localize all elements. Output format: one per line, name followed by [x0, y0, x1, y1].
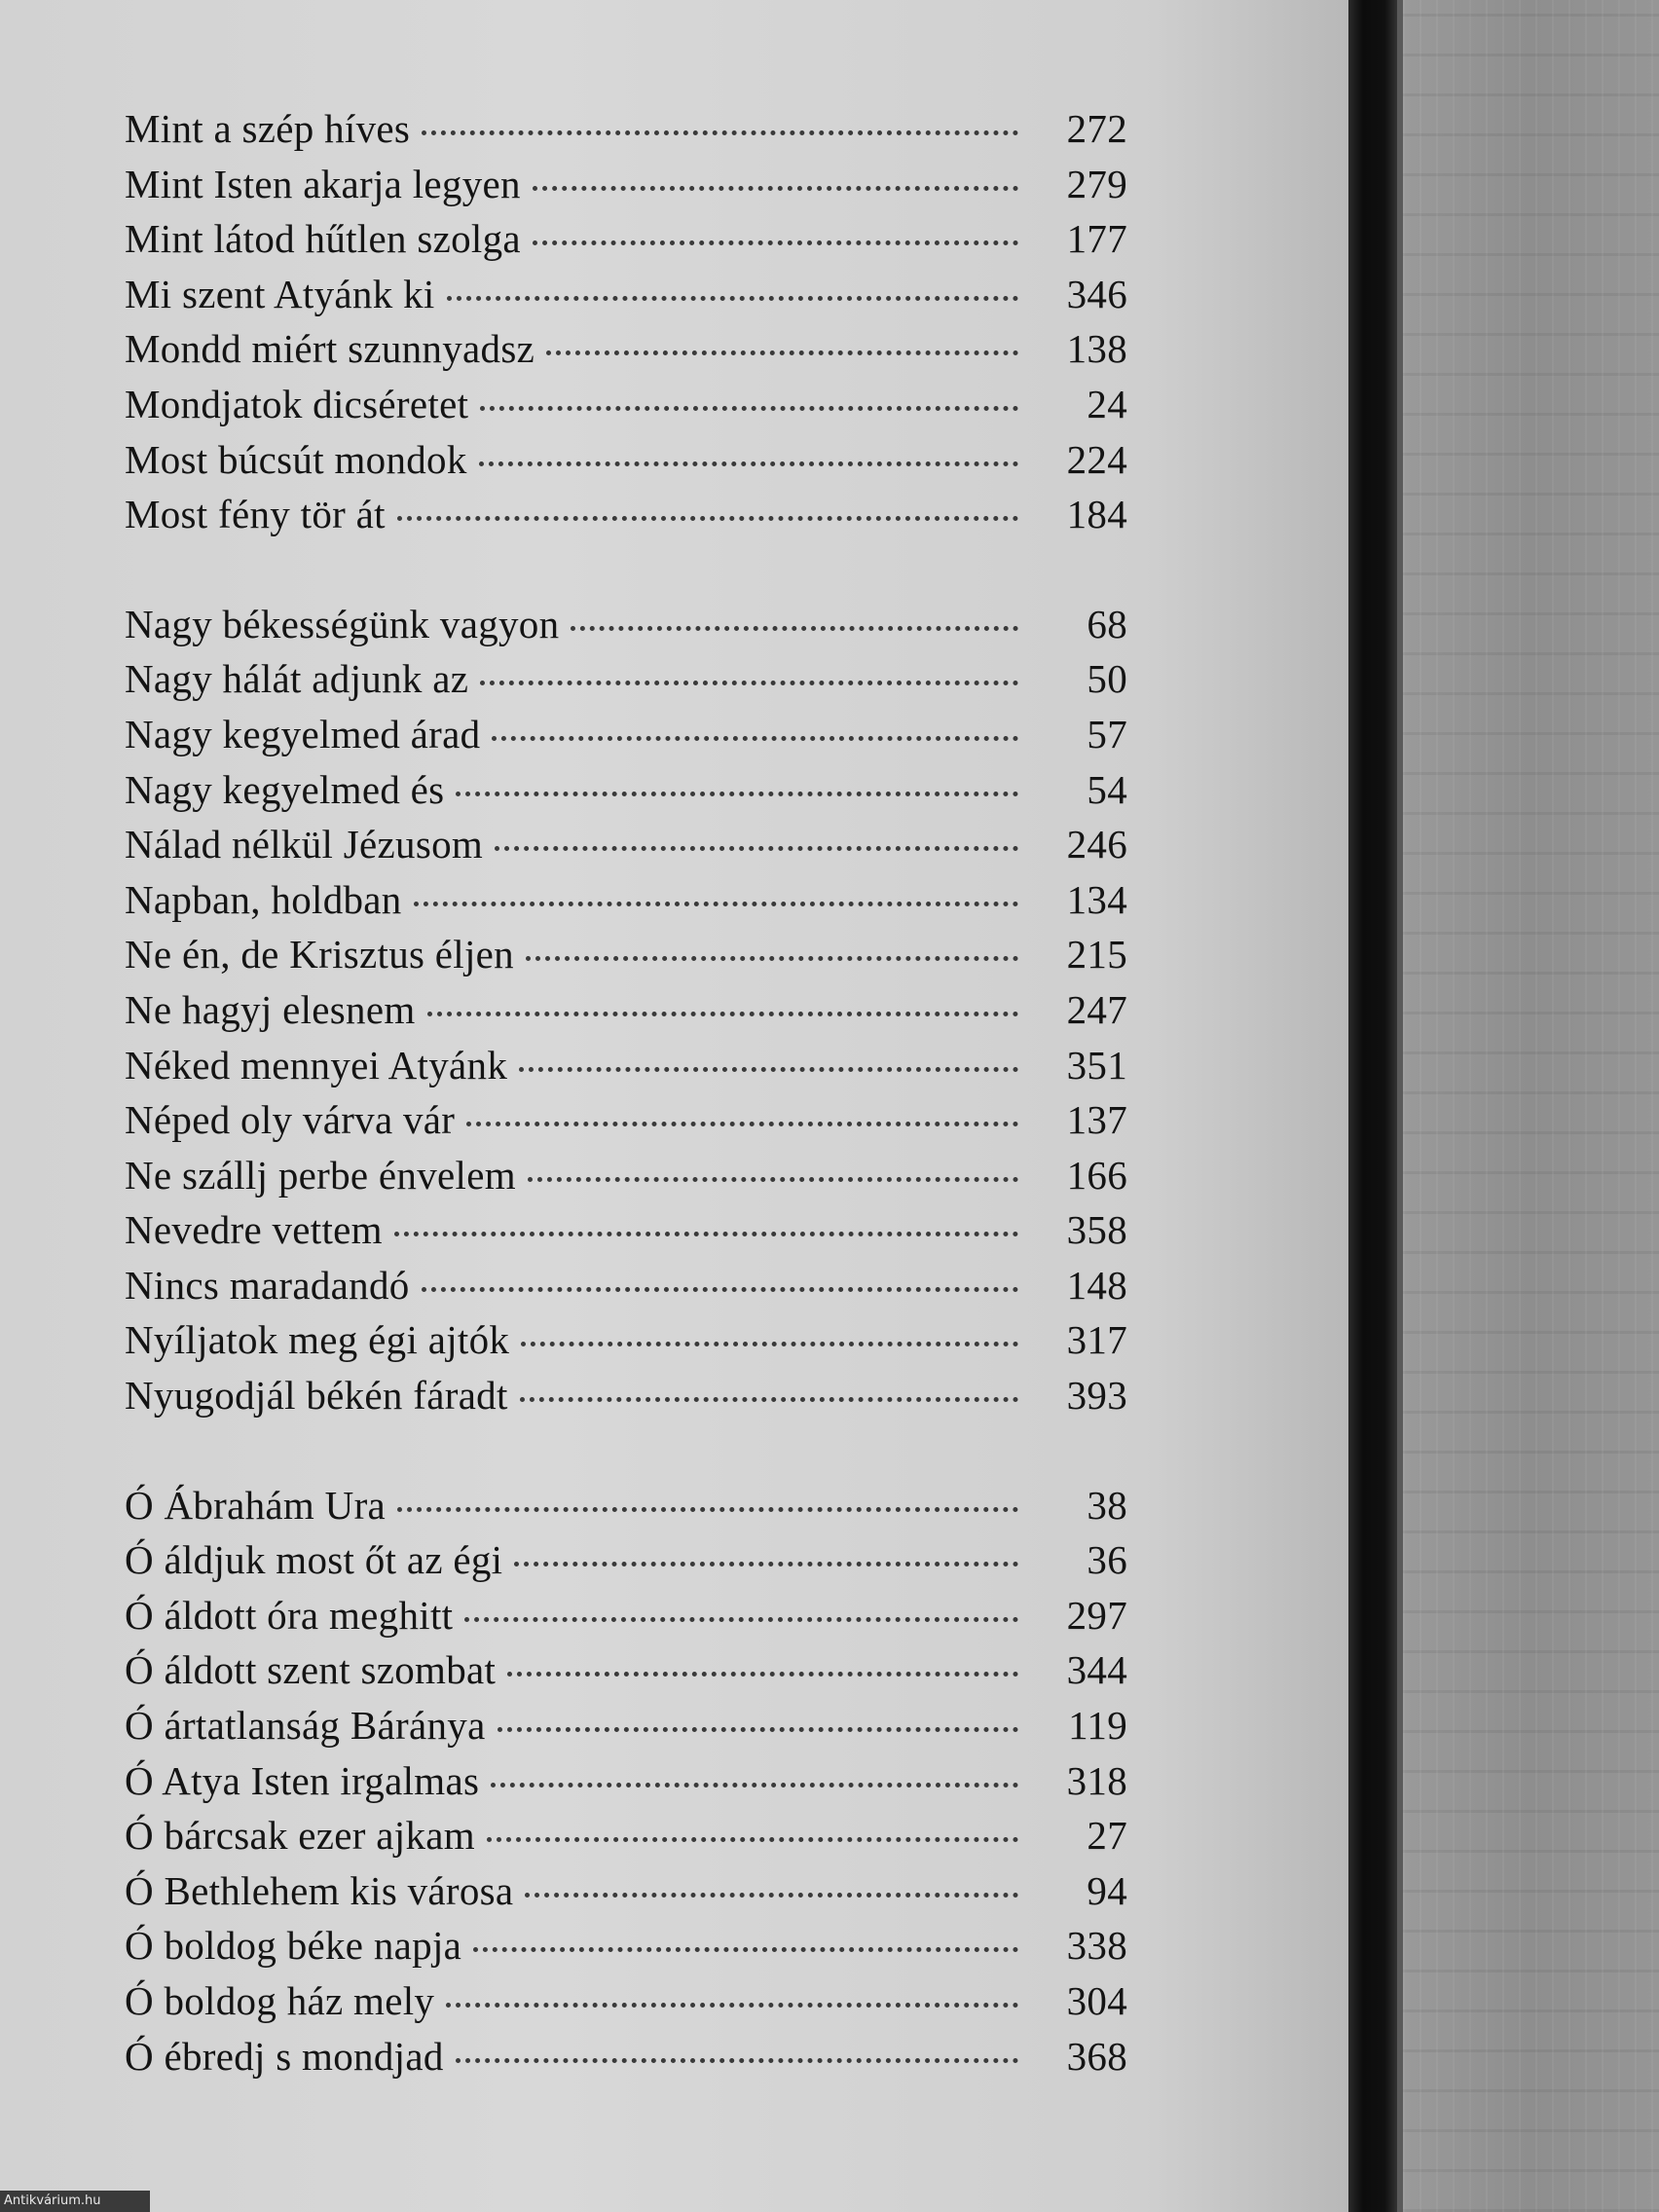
entry-title: Nevedre vettem — [125, 1207, 383, 1253]
toc-entry — [125, 1482, 1127, 1537]
toc-entry — [125, 1042, 1127, 1097]
entry-page-number: 24 — [1087, 381, 1127, 426]
dot-leader — [514, 1562, 1018, 1567]
entry-page-number: 148 — [1066, 1262, 1127, 1308]
entry-page-number: 68 — [1087, 601, 1127, 646]
entry-page-number: 50 — [1087, 656, 1127, 702]
toc-entry — [125, 436, 1127, 492]
entry-title: Napban, holdban — [125, 876, 402, 922]
entry-page-number: 54 — [1087, 766, 1127, 812]
entry-title: Ó Ábrahám Ura — [125, 1482, 387, 1528]
entry-title: Nagy kegyelmed és — [125, 766, 445, 812]
entry-title: Most búcsút mondok — [125, 436, 467, 482]
dot-leader — [464, 1617, 1018, 1622]
toc-entry — [125, 1702, 1127, 1757]
toc-entry — [125, 1812, 1127, 1867]
entry-title: Nagy kegyelmed árad — [125, 711, 481, 756]
entry-page-number: 134 — [1066, 876, 1127, 922]
entry-title: Ne hagyj elesnem — [125, 986, 416, 1032]
entry-page-number: 27 — [1087, 1813, 1127, 1859]
entry-page-number: 297 — [1066, 1592, 1127, 1638]
dot-leader — [480, 681, 1018, 685]
dot-leader — [473, 1947, 1018, 1952]
dot-leader — [526, 956, 1018, 961]
entry-page-number: 119 — [1068, 1703, 1127, 1749]
dot-leader — [520, 1397, 1018, 1402]
entry-page-number: 393 — [1066, 1373, 1127, 1419]
entry-page-number: 247 — [1066, 986, 1127, 1032]
toc-entry — [125, 215, 1127, 271]
dot-leader — [498, 1727, 1018, 1732]
entry-title: Ó bárcsak ezer ajkam — [125, 1813, 475, 1859]
dot-leader — [533, 240, 1018, 245]
dot-leader — [447, 296, 1018, 301]
entry-title: Ó Atya Isten irgalmas — [125, 1757, 480, 1803]
toc-entry — [125, 1206, 1127, 1262]
entry-page-number: 358 — [1066, 1207, 1127, 1253]
dot-leader — [491, 1783, 1018, 1788]
dot-leader — [446, 2003, 1018, 2008]
entry-page-number: 246 — [1066, 822, 1127, 867]
dot-leader — [495, 846, 1018, 851]
toc-entry — [125, 986, 1127, 1042]
entry-page-number: 346 — [1066, 271, 1127, 316]
entry-page-number: 317 — [1066, 1317, 1127, 1363]
toc-entry — [125, 1867, 1127, 1923]
entry-title: Mondjatok dicséretet — [125, 381, 469, 426]
dot-leader — [507, 1672, 1018, 1677]
watermark: Antikvárium.hu — [0, 2191, 150, 2212]
dot-leader — [422, 1287, 1018, 1292]
entry-page-number: 272 — [1066, 106, 1127, 151]
dot-leader — [492, 736, 1018, 741]
entry-title: Nagy hálát adjunk az — [125, 656, 469, 702]
entry-title: Ne én, de Krisztus éljen — [125, 932, 514, 977]
dot-leader — [480, 406, 1018, 411]
entry-page-number: 351 — [1066, 1042, 1127, 1088]
toc-entry — [125, 876, 1127, 932]
entry-title: Ó ártatlanság Báránya — [125, 1703, 486, 1749]
background-surface — [1403, 0, 1659, 2212]
entry-title: Ó ébredj s mondjad — [125, 2033, 444, 2079]
entry-page-number: 368 — [1066, 2033, 1127, 2079]
dot-leader — [456, 792, 1018, 796]
entry-title: Nyugodjál békén fáradt — [125, 1373, 508, 1419]
entry-title: Mint a szép híves — [125, 106, 411, 151]
entry-page-number: 166 — [1066, 1152, 1127, 1198]
entry-title: Ne szállj perbe énvelem — [125, 1152, 516, 1198]
dot-leader — [466, 1122, 1018, 1126]
dot-leader — [487, 1837, 1018, 1842]
toc-entry — [125, 1316, 1127, 1372]
entry-page-number: 138 — [1066, 326, 1127, 372]
dot-leader — [571, 626, 1018, 631]
toc-entry — [125, 1592, 1127, 1647]
toc-entry — [125, 766, 1127, 822]
dot-leader — [479, 461, 1018, 466]
dot-leader — [546, 350, 1018, 355]
entry-title: Ó Bethlehem kis városa — [125, 1867, 514, 1913]
entry-title: Most fény tör át — [125, 492, 386, 537]
toc-entry — [125, 1152, 1127, 1207]
entry-title: Néped oly várva vár — [125, 1097, 456, 1143]
entry-title: Nyíljatok meg égi ajtók — [125, 1317, 510, 1363]
entry-title: Mi szent Atyánk ki — [125, 271, 435, 316]
toc-entry — [125, 711, 1127, 766]
toc-entry — [125, 161, 1127, 216]
dot-leader — [427, 1012, 1018, 1016]
book-spine — [1348, 0, 1397, 2212]
toc-entry — [125, 105, 1127, 161]
entry-title: Nagy békességünk vagyon — [125, 601, 560, 646]
entry-page-number: 338 — [1066, 1923, 1127, 1969]
toc-entry — [125, 1977, 1127, 2033]
dot-leader — [456, 2058, 1018, 2063]
toc-group — [125, 105, 1127, 546]
entry-title: Ó áldott szent szombat — [125, 1647, 497, 1693]
toc-entry — [125, 821, 1127, 876]
toc-entry — [125, 601, 1127, 656]
entry-title: Nincs maradandó — [125, 1262, 410, 1308]
entry-title: Nálad nélkül Jézusom — [125, 822, 484, 867]
entry-title: Néked mennyei Atyánk — [125, 1042, 508, 1088]
toc-entry — [125, 1096, 1127, 1152]
toc-entry — [125, 655, 1127, 711]
entry-title: Ó boldog béke napja — [125, 1923, 462, 1969]
entry-title: Mint látod hűtlen szolga — [125, 216, 521, 262]
entry-page-number: 318 — [1066, 1757, 1127, 1803]
toc-entry — [125, 491, 1127, 546]
toc-entry — [125, 271, 1127, 326]
entry-page-number: 344 — [1066, 1647, 1127, 1693]
toc-group — [125, 601, 1127, 1427]
entry-page-number: 94 — [1087, 1867, 1127, 1913]
entry-title: Ó áldott óra meghitt — [125, 1592, 454, 1638]
entry-page-number: 279 — [1066, 161, 1127, 206]
entry-page-number: 215 — [1066, 932, 1127, 977]
entry-page-number: 36 — [1087, 1537, 1127, 1583]
entry-page-number: 304 — [1066, 1978, 1127, 2023]
dot-leader — [397, 516, 1018, 521]
entry-page-number: 137 — [1066, 1097, 1127, 1143]
toc-entry — [125, 1536, 1127, 1592]
dot-leader — [519, 1067, 1018, 1072]
entry-page-number: 57 — [1087, 711, 1127, 756]
dot-leader — [414, 902, 1018, 906]
entry-page-number: 184 — [1066, 492, 1127, 537]
toc-entry — [125, 325, 1127, 381]
entry-page-number: 177 — [1066, 216, 1127, 262]
dot-leader — [533, 186, 1018, 191]
toc-entry — [125, 1262, 1127, 1317]
entry-title: Mint Isten akarja legyen — [125, 161, 521, 206]
entry-title: Ó áldjuk most őt az égi — [125, 1537, 503, 1583]
toc-entry — [125, 1922, 1127, 1977]
toc-entry — [125, 2033, 1127, 2088]
dot-leader — [394, 1232, 1018, 1236]
toc-entry — [125, 381, 1127, 436]
dot-leader — [525, 1893, 1018, 1898]
toc-entry — [125, 931, 1127, 986]
entry-title: Ó boldog ház mely — [125, 1978, 435, 2023]
dot-leader — [397, 1507, 1018, 1512]
dot-leader — [528, 1177, 1018, 1182]
entry-page-number: 38 — [1087, 1482, 1127, 1528]
entry-title: Mondd miért szunnyadsz — [125, 326, 535, 372]
toc-entry — [125, 1757, 1127, 1813]
toc-entry — [125, 1372, 1127, 1427]
toc-group — [125, 1482, 1127, 2088]
dot-leader — [521, 1342, 1018, 1346]
toc-entry — [125, 1646, 1127, 1702]
table-of-contents — [125, 105, 1127, 2142]
dot-leader — [422, 130, 1018, 135]
entry-page-number: 224 — [1066, 436, 1127, 482]
